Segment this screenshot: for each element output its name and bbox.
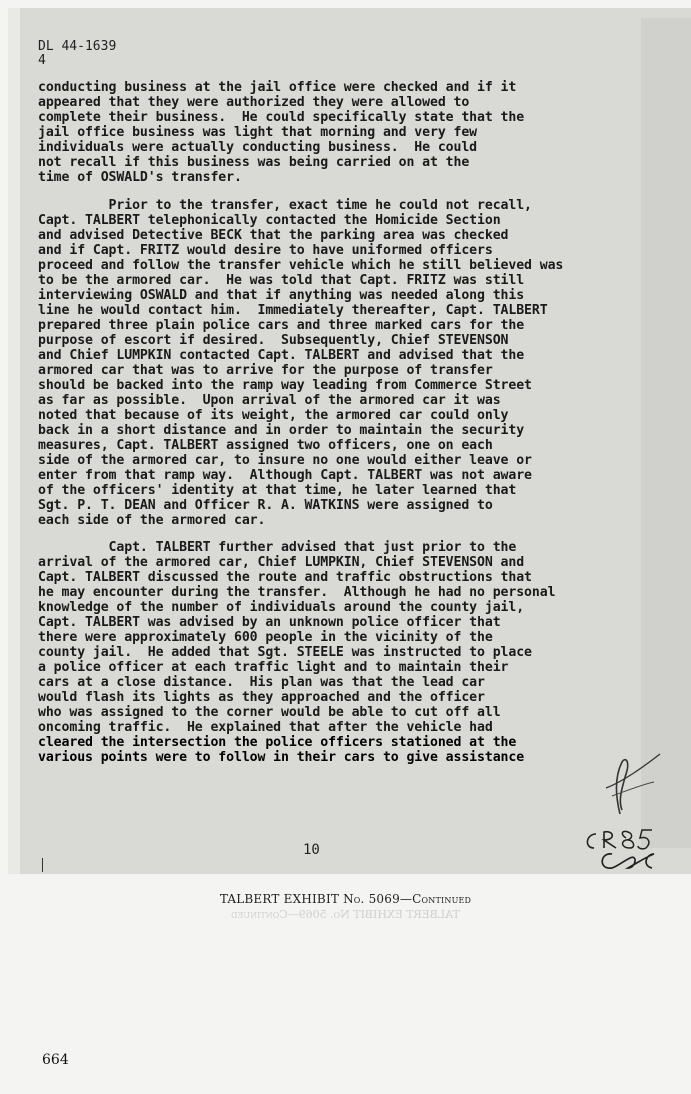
- text-line: Capt. TALBERT was advised by an unknown police officer that: [38, 615, 501, 630]
- text-line: each side of the armored car.: [38, 513, 266, 528]
- text-line: and if Capt. FRITZ would desire to have uniformed officers: [38, 243, 493, 258]
- text-line: to be the armored car. He was told that Capt. FRITZ was still: [38, 273, 525, 288]
- sheet-number: 4: [38, 53, 46, 68]
- text-line: armored car that was to arrive for the purpose of transfer: [38, 363, 493, 378]
- text-line: not recall if this business was being carried on at the: [38, 155, 470, 170]
- text-line: Sgt. P. T. DEAN and Officer R. A. WATKINS were assigned to: [38, 498, 493, 513]
- text-line: oncoming traffic. He explained that after the vehicle had: [38, 720, 493, 735]
- handwritten-initials: [582, 828, 672, 876]
- text-line: cleared the intersection the police officers stationed at the: [38, 735, 517, 750]
- text-line: noted that because of its weight, the armored car could only: [38, 408, 509, 423]
- text-line: who was assigned to the corner would be able to cut off all: [38, 705, 501, 720]
- paragraph-3: [38, 540, 648, 765]
- page-number: 664: [42, 1052, 69, 1068]
- text-line: and advised Detective BECK that the parking area was checked: [38, 228, 509, 243]
- text-line: line he would contact him. Immediately thereafter, Capt. TALBERT: [38, 303, 548, 318]
- text-line: Capt. TALBERT discussed the route and traffic obstructions that: [38, 570, 532, 585]
- text-line: jail office business was light that morning and very few: [38, 125, 478, 140]
- text-line: would flash its lights as they approached and the officer: [38, 690, 485, 705]
- text-line: individuals were actually conducting business. He could: [38, 140, 478, 155]
- text-line: Capt. TALBERT telephonically contacted the Homicide Section: [38, 213, 501, 228]
- text-line: he may encounter during the transfer. Although he had no personal: [38, 585, 556, 600]
- text-line: side of the armored car, to insure no one would either leave or: [38, 453, 532, 468]
- text-line: enter from that ramp way. Although Capt. TALBERT was not aware: [38, 468, 532, 483]
- text-line: arrival of the armored car, Chief LUMPKIN, Chief STEVENSON and: [38, 555, 525, 570]
- exhibit-caption: TALBERT EXHIBIT No. 5069—Continued: [219, 892, 472, 906]
- text-line: proceed and follow the transfer vehicle which he still believed was: [38, 258, 564, 273]
- text-line: as far as possible. Upon arrival of the armored car it was: [38, 393, 501, 408]
- text-line: of the officers' identity at that time, he later learned that: [38, 483, 517, 498]
- text-line: purpose of escort if desired. Subsequently, Chief STEVENSON: [38, 333, 509, 348]
- bleed-through-caption: TALBERT EXHIBIT No. 5069—Continued: [231, 908, 460, 921]
- text-line: various points were to follow in their cars to give assistance: [38, 750, 525, 765]
- text-line: complete their business. He could specifically state that the: [38, 110, 525, 125]
- text-line: prepared three plain police cars and three marked cars for the: [38, 318, 525, 333]
- text-line: conducting business at the jail office were checked and if it: [38, 80, 517, 95]
- text-line: knowledge of the number of individuals around the county jail,: [38, 600, 525, 615]
- paragraph-1: [38, 80, 648, 185]
- page-mark: 10: [303, 842, 320, 858]
- text-line: interviewing OSWALD and that if anything was needed along this: [38, 288, 525, 303]
- text-line: there were approximately 600 people in the vicinity of the: [38, 630, 493, 645]
- text-line: back in a short distance and in order to maintain the security: [38, 423, 525, 438]
- signature-mark: [592, 748, 664, 820]
- file-number: DL 44-1639: [38, 39, 117, 54]
- text-line: county jail. He added that Sgt. STEELE was instructed to place: [38, 645, 532, 660]
- paragraph-2: [38, 198, 648, 528]
- text-line: a police officer at each traffic light and to maintain their: [38, 660, 509, 675]
- text-line: time of OSWALD's transfer.: [38, 170, 242, 185]
- text-line: and Chief LUMPKIN contacted Capt. TALBERT and advised that the: [38, 348, 525, 363]
- text-line: should be backed into the ramp way leading from Commerce Street: [38, 378, 532, 393]
- text-line: appeared that they were authorized they were allowed to: [38, 95, 470, 110]
- margin-tick: [42, 858, 43, 872]
- text-line: cars at a close distance. His plan was that the lead car: [38, 675, 485, 690]
- text-line: Prior to the transfer, exact time he could not recall,: [38, 198, 532, 213]
- text-line: measures, Capt. TALBERT assigned two officers, one on each: [38, 438, 493, 453]
- text-line: Capt. TALBERT further advised that just prior to the: [38, 540, 517, 555]
